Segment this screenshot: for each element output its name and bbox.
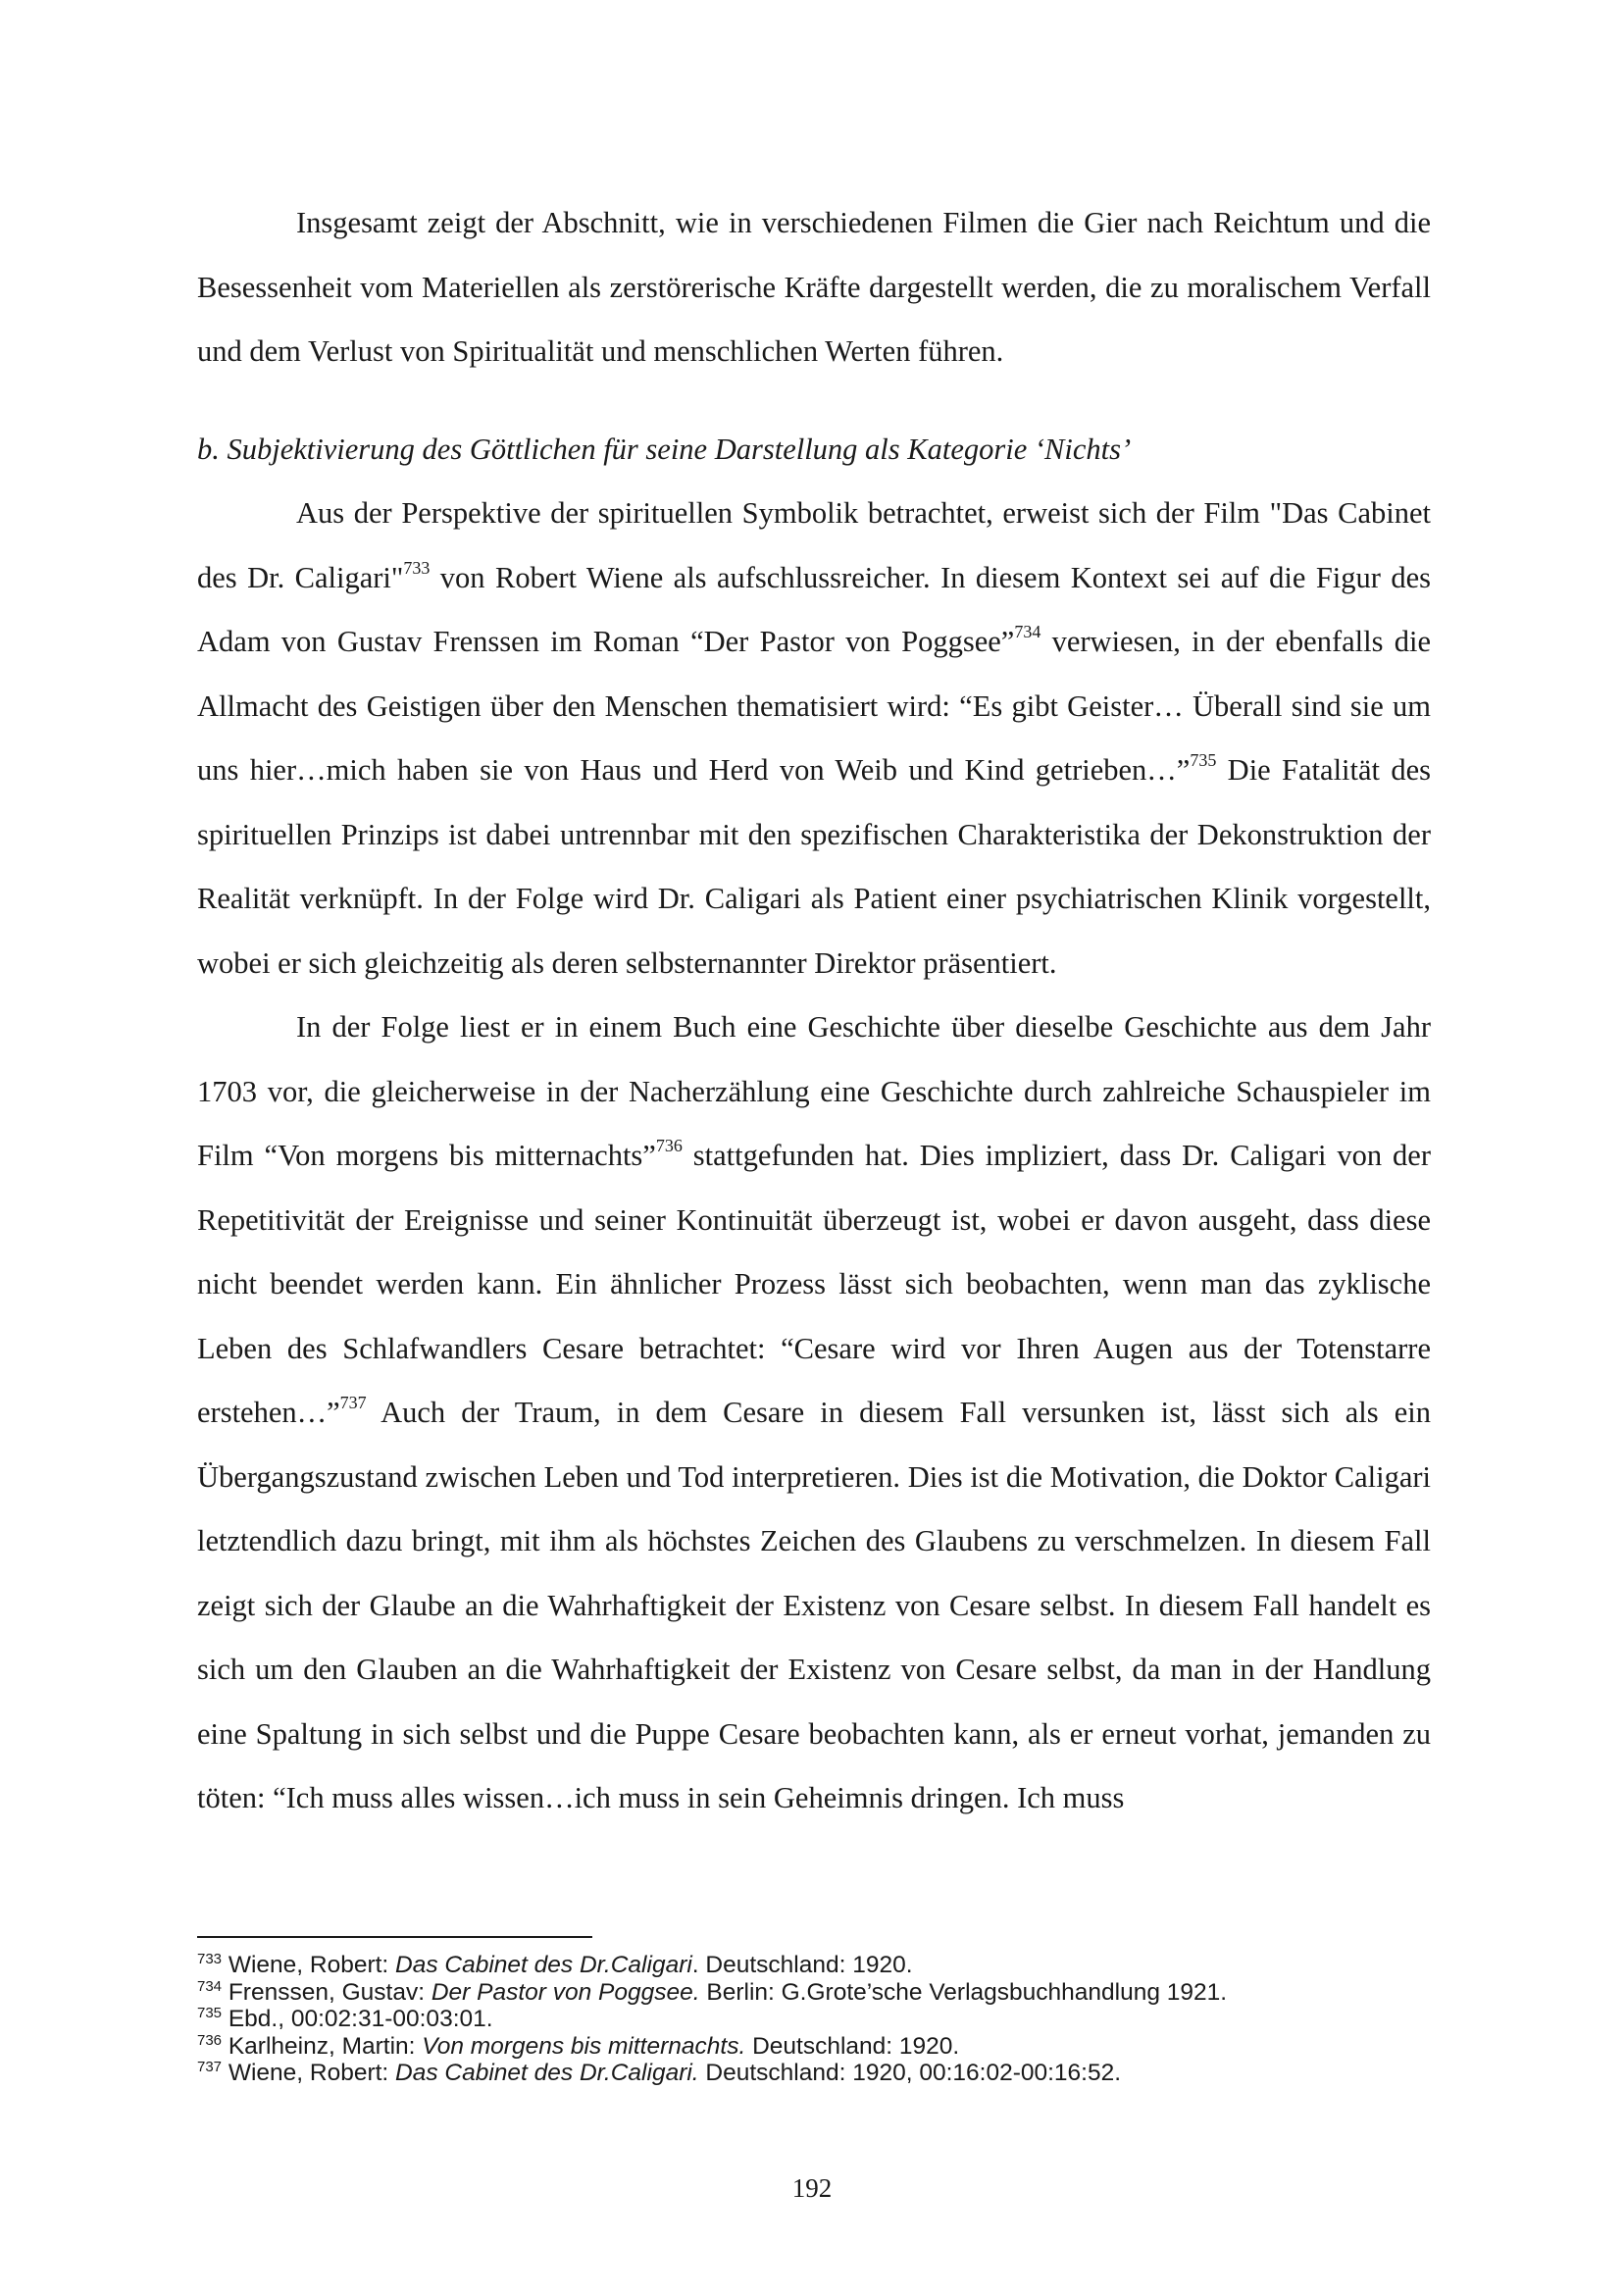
footnote-title: Der Pastor von Poggsee. (431, 1978, 700, 2006)
footnote-number: 734 (197, 1977, 223, 1995)
footnote-ref-733[interactable]: 733 (403, 557, 431, 578)
footnote-text: Wiene, Robert: (222, 1952, 396, 1978)
paragraph-3-text: In der Folge liest er in einem Buch eine Geschichte über dieselbe Geschichte aus dem Jahr 1703 vor, die gleicherweise in der Nacherzählung eine Geschichte durch zahlreiche Schauspieler im Film “Von morgens bis mitternachts” (197, 1010, 1431, 1172)
paragraph-3-text: stattgefunden hat. Dies impliziert, dass Dr. Caligari von der Repetitivität der Ereignisse und seiner Kontinuität überzeugt ist, wobei er davon ausgeht, dass diese nicht beendet werden kann. Ein ähnlicher Prozess lässt sich beobachten, wenn man das zyklische Leben des Schlafwandlers Cesare betrachtet: “Cesare wird vor Ihren Augen aus der Totenstarre erstehen…” (197, 1139, 1431, 1429)
paragraph-3-text: Auch der Traum, in dem Cesare in diesem Fall versunken ist, lässt sich als ein Übergangszustand zwischen Leben und Tod interpretieren. Dies ist die Motivation, die Doktor Caligari letztendlich dazu bringt, mit ihm als höchstes Zeichen des Glaubens zu verschmelzen. In diesem Fall zeigt sich der Glaube an die Wahrhaftigkeit der Existenz von Cesare selbst. In diesem Fall handelt es sich um den Glauben an die Wahrhaftigkeit der Existenz von Cesare selbst, da man in der Handlung eine Spaltung in sich selbst und die Puppe Cesare beobachten kann, als er erneut vorhat, jemanden zu töten: “Ich muss alles wissen…ich muss in sein Geheimnis dringen. Ich muss (197, 1396, 1431, 1814)
footnote-text: Deutschland: 1920, 00:16:02-00:16:52. (698, 2060, 1122, 2086)
footnote-text: Ebd., 00:02:31-00:03:01. (222, 2006, 493, 2032)
footnote-ref-737[interactable]: 737 (339, 1393, 367, 1412)
section-heading-text: b. Subjektivierung des Göttlichen für seine Darstellung als Kategorie ‘Nichts’ (197, 432, 1132, 466)
body-text (197, 191, 1431, 1831)
paragraph-2-text: Aus der Perspektive der spirituellen Symbolik betrachtet, erweist sich der Film "Das Cabinet des Dr. Caligari" (197, 496, 1431, 594)
section-heading (197, 384, 1431, 483)
footnote-ref-736[interactable]: 736 (655, 1136, 683, 1155)
footnote-ref-734[interactable]: 734 (1014, 622, 1041, 641)
footnote-735 (197, 2006, 1431, 2033)
paragraph-2-text: verwiesen, in der ebenfalls die Allmacht des Geistigen über den Menschen thematisiert wird: “Es gibt Geister… Überall sind sie um uns hier…mich haben sie von Haus und Herd von Weib und Kind getrieben…” (197, 625, 1431, 787)
footnote-title: Das Cabinet des Dr.Caligari (395, 1952, 692, 1978)
footnote-number: 735 (197, 2005, 223, 2021)
paragraph-2-text: Die Fatalität des spirituellen Prinzips ist dabei untrennbar mit den spezifischen Charakteristika der Dekonstruktion der Realität verknüpft. In der Folge wird Dr. Caligari als Patient einer psychiatrischen Klinik vorgestellt, wobei er sich gleichzeitig als deren selbsternannter Direktor präsentiert. (197, 753, 1431, 980)
footnote-736 (197, 2033, 1431, 2061)
footnote-text: Karlheinz, Martin: (222, 2032, 423, 2060)
footnotes (197, 1952, 1431, 2087)
page-number: 192 (791, 2173, 833, 2203)
paragraph-1-text: Insgesamt zeigt der Abschnitt, wie in verschiedenen Filmen die Gier nach Reichtum und die Besessenheit vom Materiellen als zerstörerische Kräfte dargestellt werden, die zu moralischem Verfall und dem Verlust von Spiritualität und menschlichen Werten führen. (197, 206, 1431, 368)
footnote-ref-735[interactable]: 735 (1190, 750, 1217, 770)
footnote-number: 737 (197, 2059, 223, 2075)
paragraph-3 (197, 995, 1431, 1831)
paragraph-2 (197, 482, 1431, 995)
footnote-number: 736 (197, 2031, 223, 2049)
footnote-733 (197, 1952, 1431, 1979)
footnote-text: Wiene, Robert: (222, 2060, 396, 2086)
footnote-text: . Deutschland: 1920. (691, 1952, 913, 1978)
footnote-title: Von morgens bis mitternachts. (422, 2032, 746, 2060)
footnote-title: Das Cabinet des Dr.Caligari. (395, 2060, 699, 2086)
footnote-734 (197, 1979, 1431, 2007)
paragraph-2-text: von Robert Wiene als aufschlussreicher. In diesem Kontext sei auf die Figur des Adam von Gustav Frenssen im Roman “Der Pastor von Poggsee” (197, 560, 1431, 658)
footnote-number: 733 (197, 1951, 223, 1967)
footnote-737 (197, 2060, 1431, 2087)
footnote-separator (197, 1936, 592, 1938)
footnote-text: Deutschland: 1920. (745, 2032, 960, 2060)
footnote-text: Berlin: G.Grote’sche Verlagsbuchhandlung 1921. (699, 1978, 1228, 2006)
paragraph-1 (197, 191, 1431, 384)
footnote-text: Frenssen, Gustav: (222, 1978, 431, 2006)
